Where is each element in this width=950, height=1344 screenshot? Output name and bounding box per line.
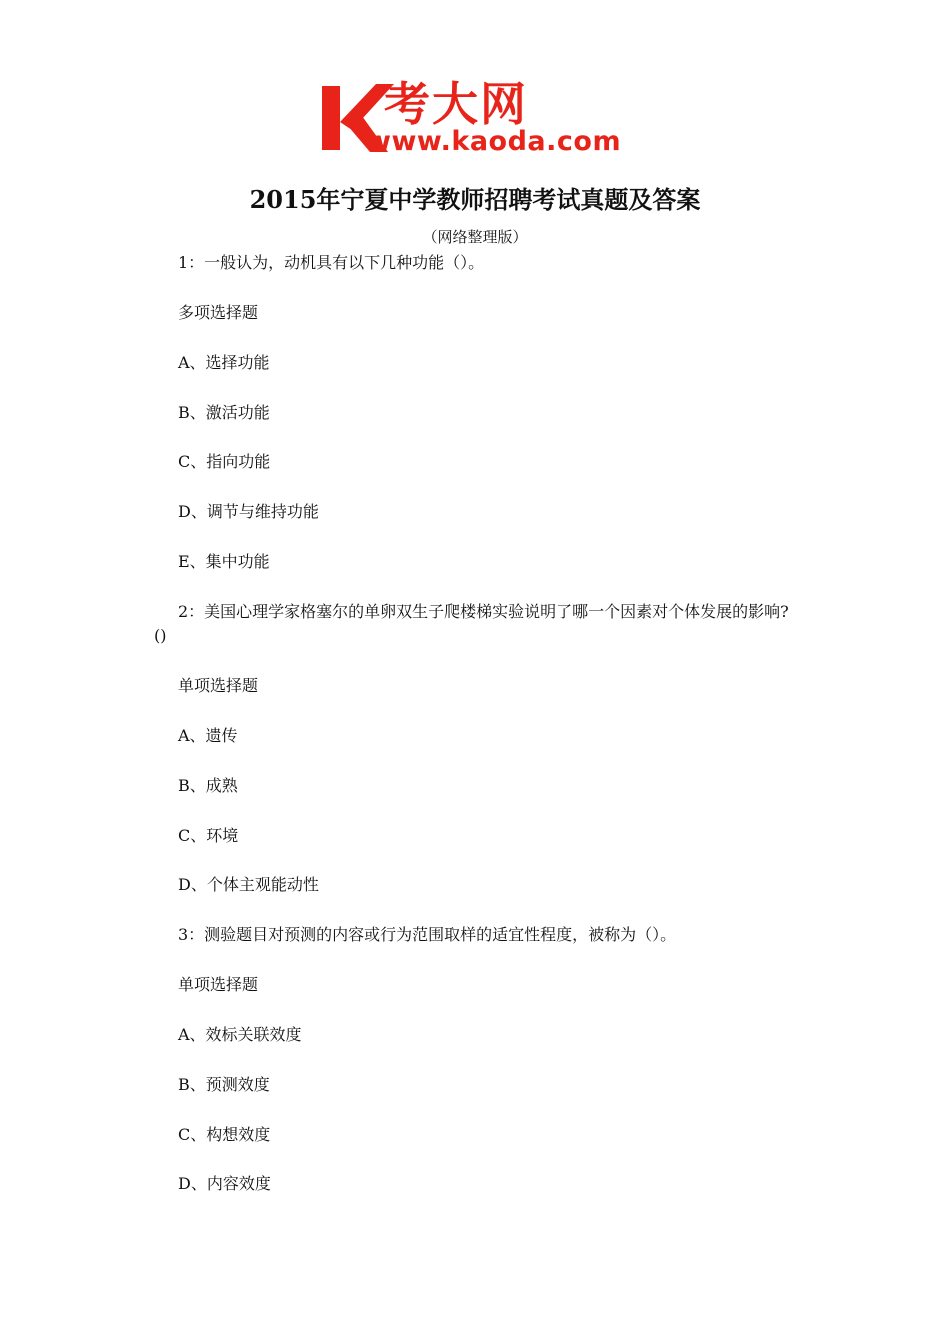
question-1-option-d: D、调节与维持功能 — [178, 502, 319, 521]
question-1-type: 多项选择题 — [178, 303, 259, 322]
question-3-option-d: D、内容效度 — [178, 1174, 271, 1193]
question-1-option-c: C、指向功能 — [178, 452, 271, 471]
question-3-type: 单项选择题 — [178, 975, 259, 994]
kaoda-logo — [318, 77, 638, 160]
page-title: 2015年宁夏中学教师招聘考试真题及答案 — [249, 185, 701, 214]
question-1-option-b: B、激活功能 — [178, 403, 270, 422]
question-2-type: 单项选择题 — [178, 676, 259, 695]
question-2-option-c: C、环境 — [178, 826, 239, 845]
page-subtitle: （网络整理版） — [422, 228, 528, 246]
question-2-option-d: D、个体主观能动性 — [178, 875, 319, 894]
logo-chinese-text: 考大网 — [384, 77, 528, 131]
question-3-option-a: A、效标关联效度 — [178, 1025, 302, 1044]
question-1-option-e: E、集中功能 — [178, 552, 270, 571]
question-3-text: 3：测验题目对预测的内容或行为范围取样的适宜性程度，被称为（）。 — [178, 925, 677, 944]
question-1-text: 1：一般认为，动机具有以下几种功能（）。 — [178, 253, 485, 272]
question-2-option-b: B、成熟 — [178, 776, 238, 795]
logo-url-text: www.kaoda.com — [366, 126, 622, 157]
question-3-option-b: B、预测效度 — [178, 1075, 270, 1094]
question-2-option-a: A、遗传 — [178, 726, 238, 745]
question-2-text: 2：美国心理学家格塞尔的单卵双生子爬楼梯实验说明了哪一个因素对个体发展的影响? — [178, 602, 789, 621]
question-1-option-a: A、选择功能 — [178, 353, 270, 372]
question-2-text-cont: () — [154, 626, 167, 645]
question-3-option-c: C、构想效度 — [178, 1125, 271, 1144]
